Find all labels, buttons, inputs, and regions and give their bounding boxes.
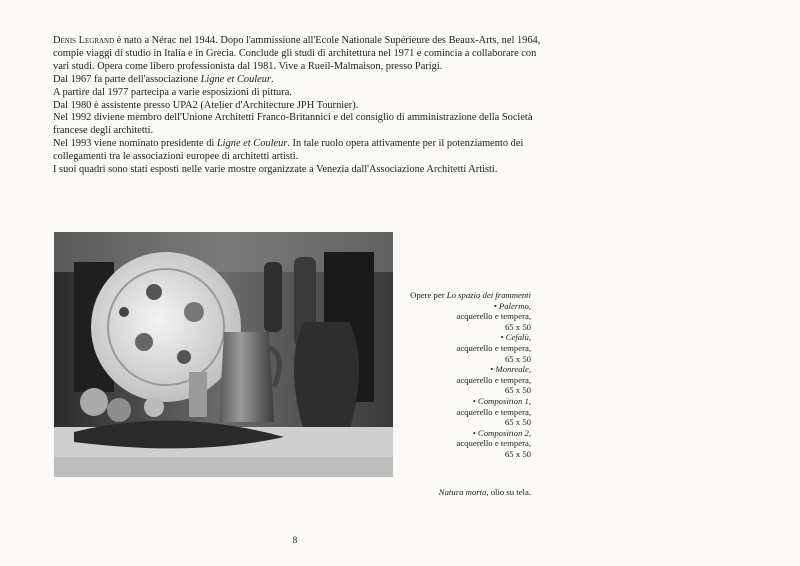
photo-caption (395, 487, 531, 497)
exhibition-title: Lo spazio dei frammenti (446, 290, 531, 300)
caption-medium: , olio su tela. (486, 487, 531, 497)
work-item (395, 364, 531, 396)
page-number: 8 (292, 535, 298, 545)
work-size: 65 x 50 (504, 448, 531, 459)
work-title: • Monreale, (490, 364, 531, 375)
bio-paragraph-5: Nel 1992 diviene membro dell'Unione Architetti Franco-Britannici e del consiglio di amministrazione della Società francese degli architetti. (53, 112, 533, 137)
caption-title: Natura morta (438, 487, 487, 497)
bio-text-2a: Dal 1967 fa parte dell'associazione (53, 73, 201, 85)
work-medium: acquerello e tempera, (456, 438, 531, 449)
work-item (395, 301, 531, 333)
work-size: 65 x 50 (504, 321, 531, 332)
work-title: • Cefalù, (500, 332, 531, 343)
artist-biography (53, 35, 553, 177)
still-life-painting-image (54, 232, 393, 477)
works-list (395, 290, 531, 460)
works-heading (395, 290, 531, 301)
bio-paragraph-6 (53, 138, 553, 164)
work-medium: acquerello e tempera, (456, 374, 531, 385)
bio-text-6b: . In tale ruolo opera attivamente per il potenziamento dei collegamenti tra le associazioni europee di architetti artisti. (53, 138, 524, 163)
bio-paragraph-2 (53, 74, 553, 87)
work-medium: acquerello e tempera, (456, 342, 531, 353)
work-size: 65 x 50 (504, 385, 531, 396)
works-intro: Opere per (410, 290, 447, 300)
artist-name: Denis Legrand (53, 35, 115, 46)
work-title: • Composition 1, (472, 395, 531, 406)
bio-paragraph-7: I suoi quadri sono stati esposti nelle varie mostre organizzate a Venezia dall'Associazione Architetti Artisti. (53, 164, 498, 176)
work-title: • Composition 2, (472, 427, 531, 438)
work-title: • Palermo, (493, 300, 531, 311)
bio-text-6a: Nel 1993 viene nominato presidente di (53, 138, 217, 150)
bio-paragraph-1 (53, 35, 553, 74)
association-name-2: Ligne et Couleur (216, 138, 288, 150)
bio-text-2b: . (271, 73, 274, 85)
work-size: 65 x 50 (504, 353, 531, 364)
work-medium: acquerello e tempera, (456, 311, 531, 322)
still-life-painting-photo (54, 232, 393, 477)
bio-paragraph-4: Dal 1980 è assistente presso UPA2 (Atelier d'Architecture JPH Tournier). (53, 99, 359, 111)
work-item (395, 332, 531, 364)
work-item (395, 396, 531, 428)
work-item (395, 428, 531, 460)
bio-text-1: è nato a Nérac nel 1944. Dopo l'ammissione all'Ecole Nationale Supérieure des Beaux-Arts, nel 1964, compie viaggi di studio in Italia e in Grecia. Conclude gli studi di architettura nel 1971 e comincia a collaborare con vari studi. Opera come libero professionista dal 1981. Vive a Rueil-Malmaison, presso Parigi. (53, 35, 541, 72)
bio-paragraph-3: A partire dal 1977 partecipa a varie esposizioni di pittura. (53, 86, 292, 98)
association-name: Ligne et Couleur (200, 73, 271, 85)
work-medium: acquerello e tempera, (456, 406, 531, 417)
work-size: 65 x 50 (504, 417, 531, 428)
